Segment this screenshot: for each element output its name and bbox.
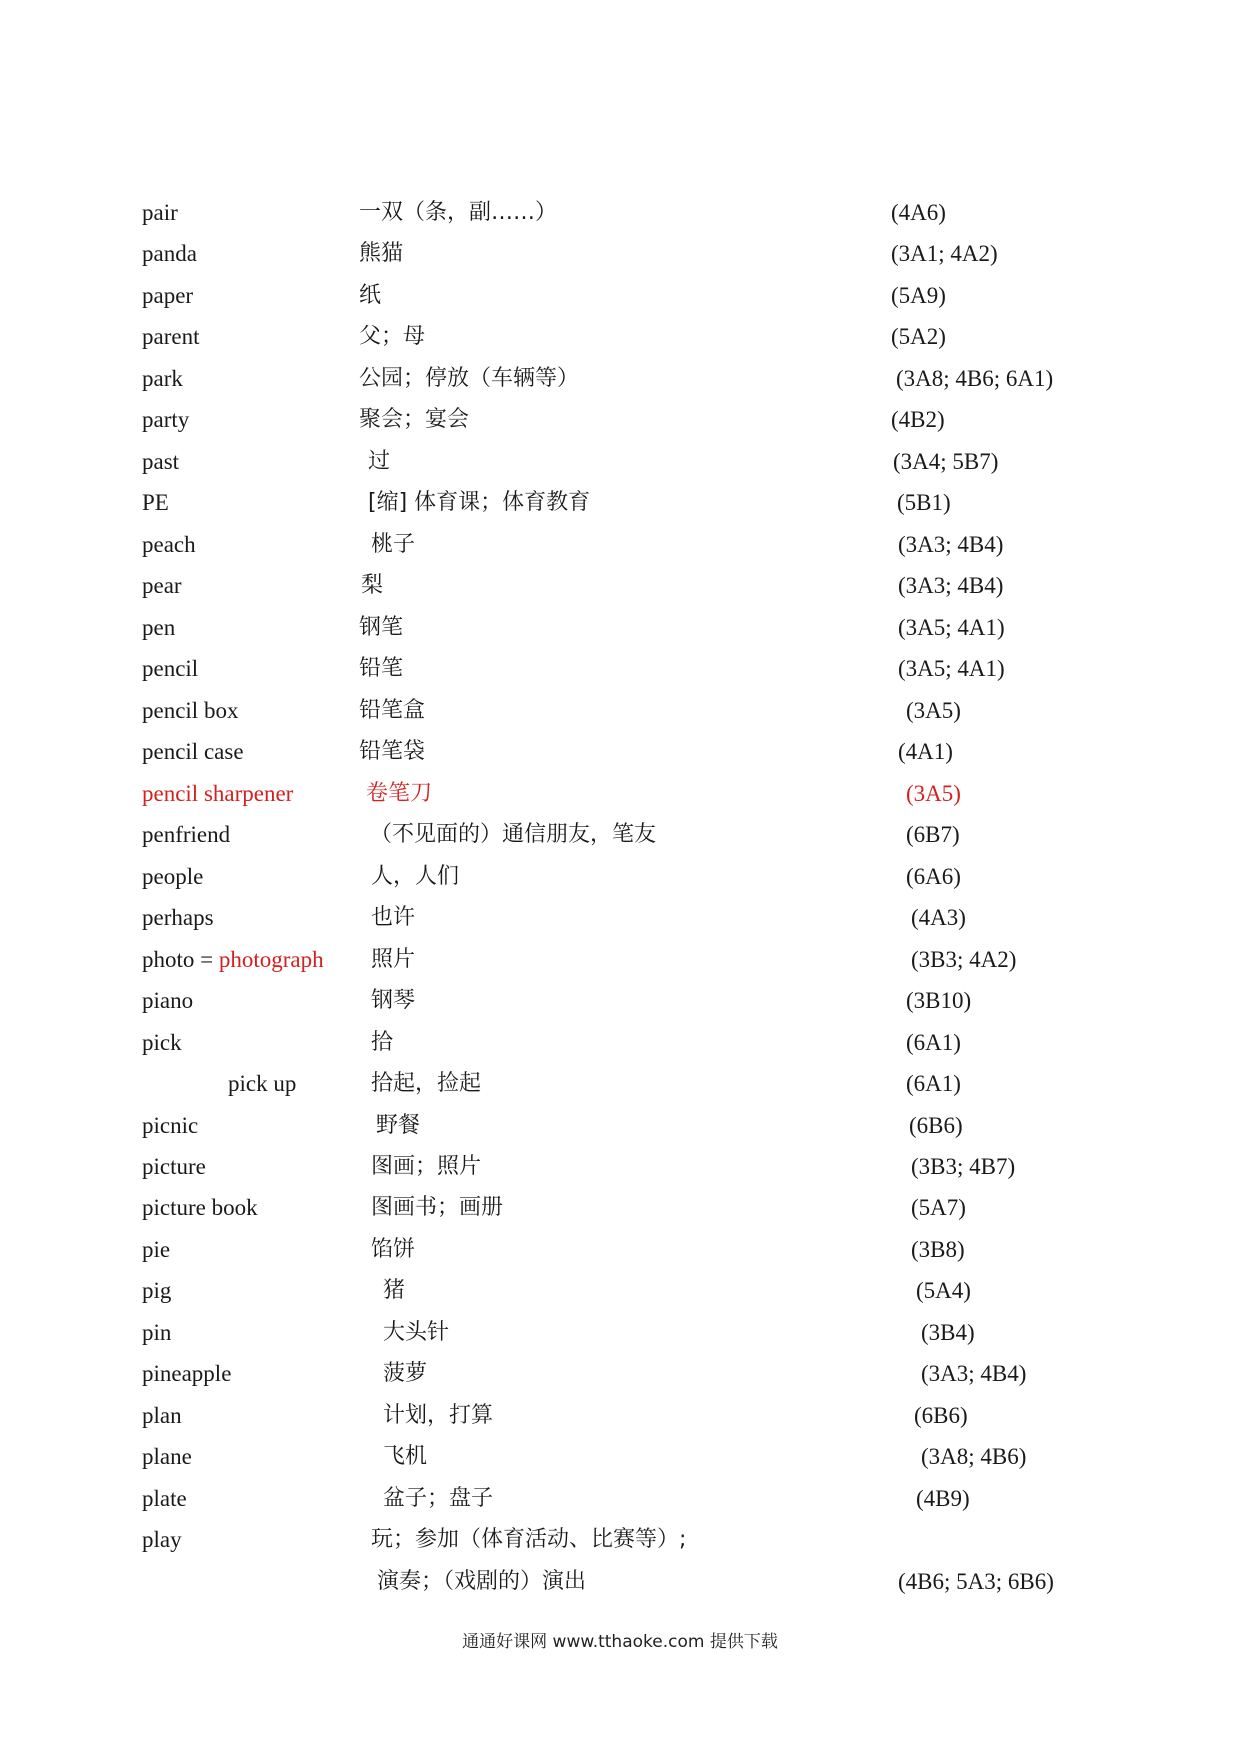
entry-word-plain: photo = xyxy=(142,947,219,972)
list-item xyxy=(0,483,1240,523)
entry-meaning: 拾起，捡起 xyxy=(371,1071,482,1096)
entry-word: perhaps xyxy=(142,905,214,930)
list-item-highlighted xyxy=(0,774,1240,814)
list-item xyxy=(0,442,1240,482)
list-item xyxy=(0,1147,1240,1187)
entry-word: PE xyxy=(142,490,169,515)
page-footer: 通通好课网 www.tthaoke.com 提供下载 xyxy=(462,1632,778,1652)
list-item xyxy=(0,1479,1240,1519)
entry-unit: (6B7) xyxy=(906,822,960,847)
list-item xyxy=(0,1313,1240,1353)
entry-meaning: 大头针 xyxy=(383,1320,450,1345)
entry-meaning: 纸 xyxy=(359,283,382,308)
entry-meaning: 铅笔袋 xyxy=(359,739,426,764)
entry-word: peach xyxy=(142,532,196,557)
list-item xyxy=(0,608,1240,648)
entry-word: paper xyxy=(142,283,194,308)
entry-unit: (3B3; 4A2) xyxy=(911,947,1017,972)
entry-word: pencil xyxy=(142,656,199,681)
entry-unit: (3B3; 4B7) xyxy=(911,1154,1016,1179)
entry-meaning: 猪 xyxy=(383,1278,406,1303)
entry-unit: (3A3; 4B4) xyxy=(898,573,1004,598)
entry-unit: (5A2) xyxy=(891,324,946,349)
entry-meaning: 熊猫 xyxy=(359,241,404,266)
entry-word: park xyxy=(142,366,183,391)
entry-unit: (4B6; 5A3; 6B6) xyxy=(898,1569,1054,1594)
entry-unit: (3A8; 4B6; 6A1) xyxy=(896,366,1054,391)
entry-meaning: 梨 xyxy=(361,573,384,598)
entry-meaning: 野餐 xyxy=(376,1113,421,1138)
list-item-continuation xyxy=(0,1562,1240,1602)
list-item xyxy=(0,525,1240,565)
entry-meaning: 卷笔刀 xyxy=(366,781,433,806)
entry-word: picture xyxy=(142,1154,206,1179)
entry-meaning: 人，人们 xyxy=(371,864,460,889)
list-item xyxy=(0,1230,1240,1270)
entry-meaning: 聚会；宴会 xyxy=(359,407,470,432)
entry-meaning: 照片 xyxy=(371,947,416,972)
entry-meaning: 菠萝 xyxy=(383,1361,428,1386)
entry-unit: (3A1; 4A2) xyxy=(891,241,998,266)
entry-unit: (6B6) xyxy=(909,1113,963,1138)
entry-word: past xyxy=(142,449,180,474)
entry-meaning: 馅饼 xyxy=(371,1237,416,1262)
entry-word: pear xyxy=(142,573,182,598)
entry-word: plane xyxy=(142,1444,192,1469)
entry-meaning: 桃子 xyxy=(371,532,416,557)
entry-unit: (3A5) xyxy=(906,698,961,723)
entry-meaning: 一双（条，副……） xyxy=(359,200,558,225)
entry-word: party xyxy=(142,407,190,432)
list-item xyxy=(0,1396,1240,1436)
entry-word: pencil box xyxy=(142,698,239,723)
list-item xyxy=(0,1023,1240,1063)
entry-word: panda xyxy=(142,241,197,266)
entry-word: pick up xyxy=(228,1071,297,1096)
entry-unit: (3A3; 4B4) xyxy=(898,532,1004,557)
entry-meaning: 玩；参加（体育活动、比赛等）; xyxy=(371,1527,687,1552)
list-item xyxy=(0,317,1240,357)
entry-meaning: 飞机 xyxy=(383,1444,428,1469)
entry-unit: (5A9) xyxy=(891,283,946,308)
list-item xyxy=(0,234,1240,274)
entry-unit: (5B1) xyxy=(897,490,951,515)
list-item xyxy=(0,815,1240,855)
entry-word: picnic xyxy=(142,1113,199,1138)
entry-meaning: 拾 xyxy=(371,1030,394,1055)
entry-word: piano xyxy=(142,988,194,1013)
list-item xyxy=(0,1354,1240,1394)
list-item xyxy=(0,940,1240,980)
entry-unit: (4B9) xyxy=(916,1486,970,1511)
list-item xyxy=(0,1106,1240,1146)
entry-unit: (3B10) xyxy=(906,988,972,1013)
entry-unit: (4A6) xyxy=(891,200,946,225)
entry-meaning: 铅笔 xyxy=(359,656,404,681)
entry-meaning: [缩] 体育课；体育教育 xyxy=(368,490,591,515)
list-item xyxy=(0,981,1240,1021)
list-item xyxy=(0,1188,1240,1228)
list-item xyxy=(0,276,1240,316)
entry-word: pair xyxy=(142,200,178,225)
entry-unit: (3A8; 4B6) xyxy=(921,1444,1027,1469)
entry-unit: (3B4) xyxy=(921,1320,975,1345)
entry-word: pig xyxy=(142,1278,172,1303)
entry-unit: (5A4) xyxy=(916,1278,971,1303)
list-item xyxy=(0,359,1240,399)
entry-unit: (3A4; 5B7) xyxy=(893,449,999,474)
entry-word: pen xyxy=(142,615,176,640)
list-item xyxy=(0,898,1240,938)
entry-unit: (5A7) xyxy=(911,1195,966,1220)
list-item xyxy=(0,400,1240,440)
list-item xyxy=(0,649,1240,689)
entry-word xyxy=(142,940,324,980)
entry-unit: (3A5; 4A1) xyxy=(898,615,1005,640)
entry-meaning: 父；母 xyxy=(359,324,426,349)
entry-unit: (3A5) xyxy=(906,781,961,806)
entry-word: plate xyxy=(142,1486,187,1511)
entry-word: pin xyxy=(142,1320,172,1345)
entry-unit: (4A3) xyxy=(911,905,966,930)
entry-word: penfriend xyxy=(142,822,231,847)
entry-unit: (6A6) xyxy=(906,864,961,889)
entry-word: pencil case xyxy=(142,739,244,764)
entry-unit: (4B2) xyxy=(891,407,945,432)
entry-word: picture book xyxy=(142,1195,258,1220)
entry-meaning: 图画书；画册 xyxy=(371,1195,504,1220)
list-item xyxy=(0,1064,1240,1104)
list-item xyxy=(0,193,1240,233)
list-item xyxy=(0,857,1240,897)
list-item xyxy=(0,1437,1240,1477)
list-item xyxy=(0,1520,1240,1560)
entry-word: pie xyxy=(142,1237,171,1262)
entry-unit: (3A3; 4B4) xyxy=(921,1361,1027,1386)
entry-meaning: 铅笔盒 xyxy=(359,698,426,723)
entry-unit: (6B6) xyxy=(914,1403,968,1428)
entry-word: people xyxy=(142,864,204,889)
entry-unit: (6A1) xyxy=(906,1071,961,1096)
entry-word: pick xyxy=(142,1030,182,1055)
entry-meaning: 图画；照片 xyxy=(371,1154,482,1179)
entry-meaning: 计划，打算 xyxy=(383,1403,494,1428)
list-item xyxy=(0,732,1240,772)
entry-word: play xyxy=(142,1527,182,1552)
entry-word: pineapple xyxy=(142,1361,232,1386)
entry-meaning: 演奏；（戏剧的）演出 xyxy=(377,1569,587,1594)
entry-word-highlighted: photograph xyxy=(218,947,324,972)
entry-meaning: 也许 xyxy=(371,905,416,930)
list-item xyxy=(0,691,1240,731)
entry-unit: (3A5; 4A1) xyxy=(898,656,1005,681)
entry-unit: (3B8) xyxy=(911,1237,965,1262)
entry-meaning: 钢琴 xyxy=(371,988,416,1013)
list-item xyxy=(0,566,1240,606)
entry-word: parent xyxy=(142,324,200,349)
entry-unit: (6A1) xyxy=(906,1030,961,1055)
entry-meaning: 盆子；盘子 xyxy=(383,1486,494,1511)
entry-word: pencil sharpener xyxy=(142,781,294,806)
entry-meaning: 过 xyxy=(368,449,391,474)
entry-unit: (4A1) xyxy=(898,739,953,764)
entry-meaning: （不见面的）通信朋友，笔友 xyxy=(370,822,657,847)
entry-meaning: 公园；停放（车辆等） xyxy=(359,366,580,391)
entry-meaning: 钢笔 xyxy=(359,615,404,640)
list-item xyxy=(0,1271,1240,1311)
entry-word: plan xyxy=(142,1403,182,1428)
